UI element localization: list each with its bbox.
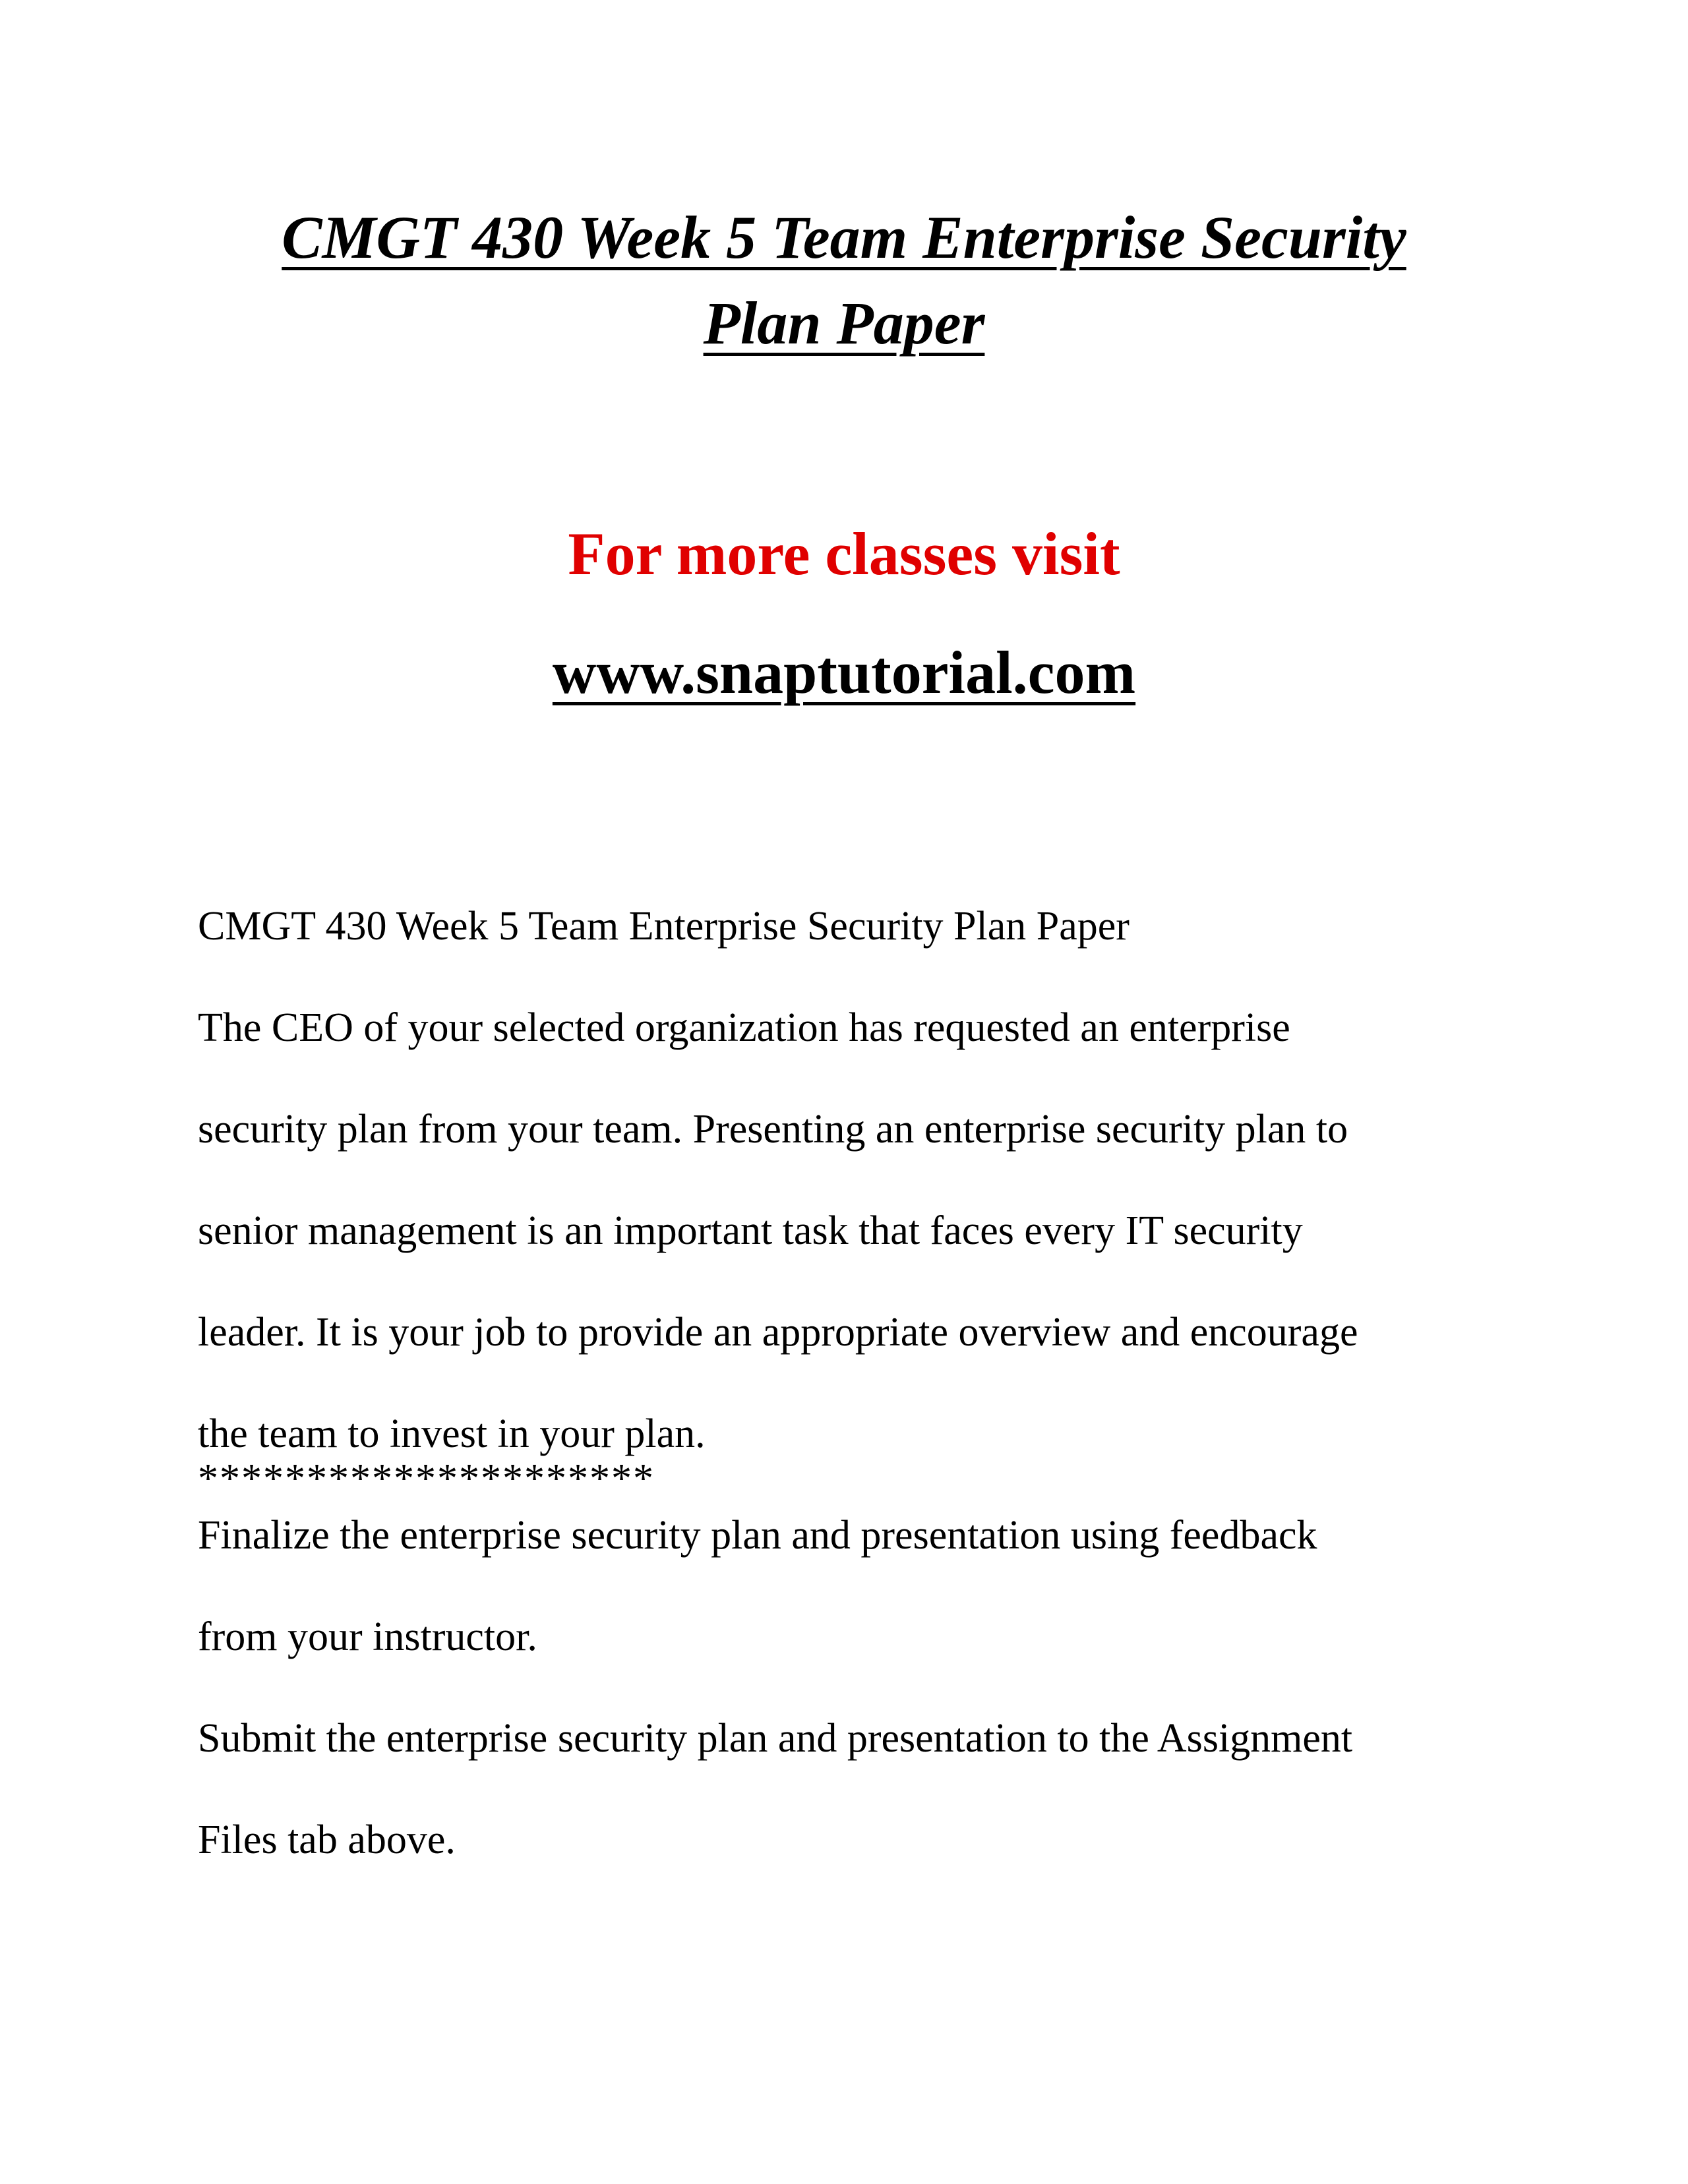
separator-stars: ********************* [198,1456,655,1501]
body-line: Files tab above. [198,1817,456,1862]
body-line: CMGT 430 Week 5 Team Enterprise Security Plan Paper [198,904,1130,949]
body-line: Submit the enterprise security plan and presentation to the Assignment [198,1716,1353,1761]
promo-block [198,514,1490,712]
document-title [198,194,1490,366]
body-line: security plan from your team. Presenting an enterprise security plan to [198,1107,1348,1152]
promo-text: For more classes visit [568,520,1120,587]
body-line: Finalize the enterprise security plan and presentation using feedback [198,1513,1317,1558]
title-line-2: Plan Paper [703,289,985,357]
body-line: The CEO of your selected organization has requested an enterprise [198,1005,1290,1050]
promo-link[interactable]: www.snaptutorial.com [552,639,1136,706]
title-line-1: CMGT 430 Week 5 Team Enterprise Security [282,204,1406,271]
body-line: the team to invest in your plan. [198,1411,706,1456]
body-line: senior management is an important task that faces every IT security [198,1208,1303,1253]
body-line: from your instructor. [198,1614,537,1659]
body-text [198,850,1503,1916]
body-line: leader. It is your job to provide an appropriate overview and encourage [198,1310,1358,1355]
